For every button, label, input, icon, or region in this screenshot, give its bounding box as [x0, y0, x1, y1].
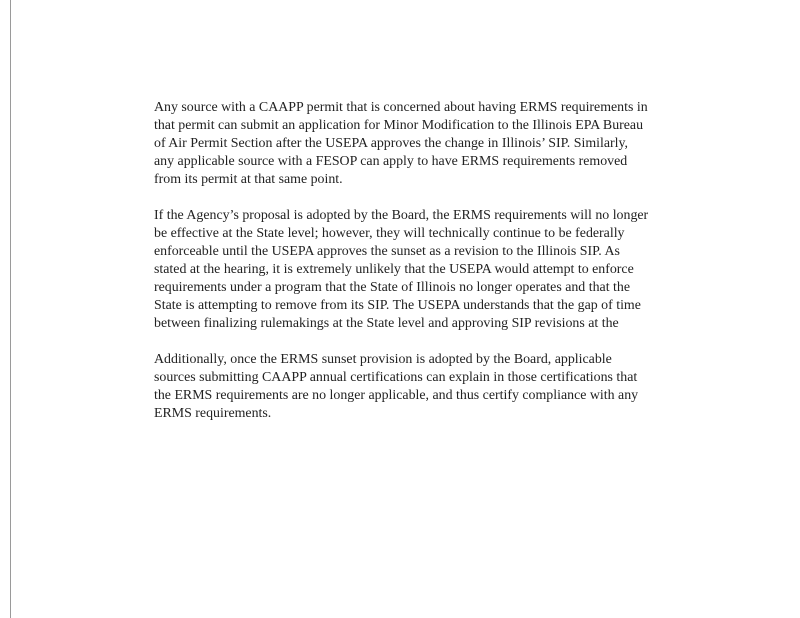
paragraph-line: Any source with a CAAPP permit that is concerned about having ERMS requirements in: [154, 100, 648, 115]
paragraph-line: If the Agency’s proposal is adopted by the Board, the ERMS requirements will no longer: [154, 208, 649, 223]
paragraph-line: requirements under a program that the State of Illinois no longer operates and that the: [154, 280, 630, 295]
paragraph-line: between finalizing rulemakings at the State level and approving SIP revisions at the: [154, 316, 619, 331]
paragraph-line: stated at the hearing, it is extremely unlikely that the USEPA would attempt to enforce: [154, 262, 634, 277]
paragraph-line: enforceable until the USEPA approves the sunset as a revision to the Illinois SIP. As: [154, 244, 620, 259]
paragraph-agency-proposal: [154, 207, 714, 333]
paragraph-sunset-provision: [154, 351, 714, 423]
paragraph-line: Additionally, once the ERMS sunset provision is adopted by the Board, applicable: [154, 352, 612, 367]
page-left-edge-line: [10, 0, 11, 618]
paragraph-line: sources submitting CAAPP annual certifications can explain in those certifications that: [154, 370, 638, 385]
paragraph-caapp-permit: [154, 99, 714, 189]
paragraph-line: any applicable source with a FESOP can apply to have ERMS requirements removed: [154, 154, 628, 169]
paragraph-line: from its permit at that same point.: [154, 172, 343, 187]
paragraph-line: ERMS requirements.: [154, 406, 272, 421]
paragraph-line: State is attempting to remove from its SIP. The USEPA understands that the gap of time: [154, 298, 641, 313]
paragraph-line: be effective at the State level; however, they will technically continue to be federally: [154, 226, 625, 241]
paragraph-line: of Air Permit Section after the USEPA approves the change in Illinois’ SIP. Similarly,: [154, 136, 629, 151]
document-body: [154, 99, 714, 441]
paragraph-line: that permit can submit an application for Minor Modification to the Illinois EPA Bureau: [154, 118, 644, 133]
paragraph-line: the ERMS requirements are no longer applicable, and thus certify compliance with any: [154, 388, 639, 403]
